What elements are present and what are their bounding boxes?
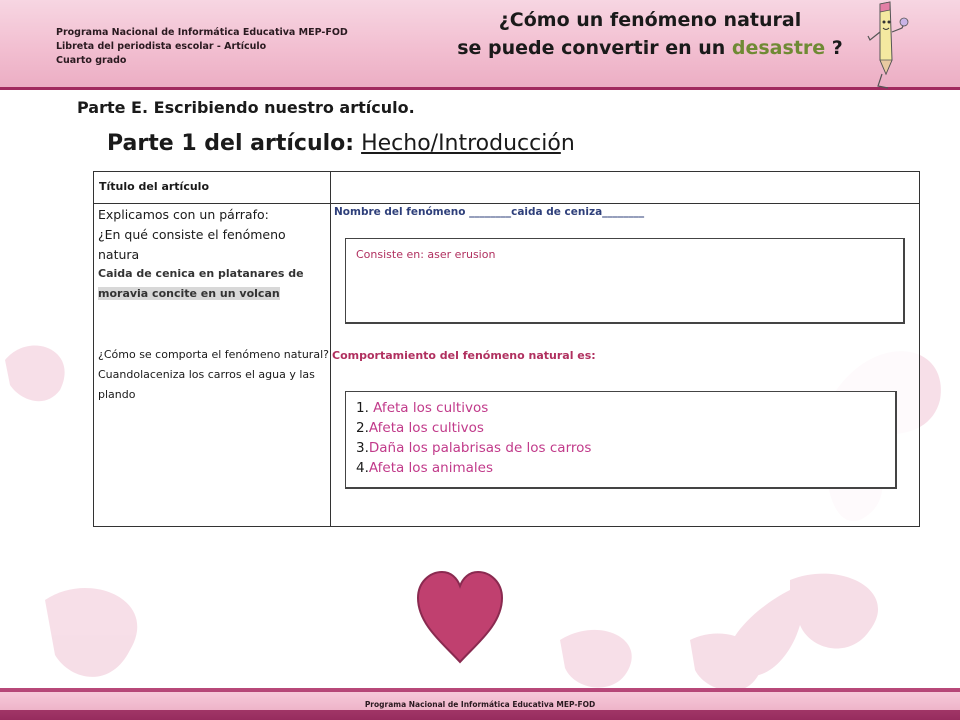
behavior-question-answer: ¿Cómo se comporta el fenómeno natural? Cuandolaceniza los carros el agua y las plando: [98, 348, 329, 401]
grade-label: Cuarto grado: [56, 55, 127, 66]
footer-text: Programa Nacional de Informática Educativa MEP-FOD: [364, 700, 596, 709]
list-item-number: 4.: [356, 460, 369, 476]
article-worksheet-table: [93, 171, 920, 527]
page-title: [420, 6, 880, 62]
title-line-2-end: ?: [825, 37, 843, 59]
title-line-2-start: se puede convertir en un: [457, 37, 732, 59]
subsection-heading: [107, 131, 575, 156]
list-item-number: 3.: [356, 440, 369, 456]
left-column: [98, 205, 328, 302]
list-item-text: Daña los palabrisas de los carros: [368, 440, 592, 456]
page-footer: [0, 688, 960, 720]
paragraph-prompt: Explicamos con un párrafo:: [98, 207, 269, 222]
list-item: [356, 418, 895, 438]
program-info: [56, 26, 348, 68]
subsection-topic: Hecho/Introducció: [361, 131, 561, 156]
column-divider: [330, 172, 331, 526]
list-item: [356, 398, 895, 418]
list-item: [356, 458, 895, 478]
behavior-label: Comportamiento del fenómeno natural es:: [332, 349, 596, 362]
behavior-list-box: [345, 391, 897, 489]
footer-band: [0, 692, 960, 710]
pencil-character-icon: [862, 0, 912, 92]
list-item: [356, 438, 895, 458]
article-title-label: Título del artículo: [99, 180, 210, 193]
consists-of-text: Consiste en: aser erusion: [356, 248, 496, 261]
phenomenon-answer-line-2: moravia concite en un volcan: [98, 287, 280, 300]
page-header: [0, 0, 960, 90]
consists-of-box: [345, 238, 905, 324]
title-line-1: ¿Cómo un fenómeno natural: [498, 9, 802, 31]
behavior-list: [356, 398, 895, 478]
list-item-text: Afeta los cultivos: [368, 420, 484, 436]
list-item-number: 1.: [356, 400, 369, 416]
subsection-label: Parte 1 del artículo:: [107, 131, 355, 156]
title-line-2: [420, 34, 880, 62]
list-item-number: 2.: [356, 420, 369, 436]
section-heading: Parte E. Escribiendo nuestro artículo.: [77, 98, 415, 117]
phenomenon-question: ¿En qué consiste el fenómeno natura: [98, 227, 286, 262]
title-row: [94, 172, 919, 204]
heart-icon: [415, 570, 505, 665]
list-item-text: Afeta los animales: [368, 460, 493, 476]
notebook-name: Libreta del periodista escolar - Artículo: [56, 41, 267, 52]
phenomenon-answer-line-1: Caida de cenica en platanares de: [98, 267, 304, 280]
list-item-text: Afeta los cultivos: [368, 400, 489, 416]
subsection-topic-tail: n: [560, 131, 575, 156]
title-accent-word: desastre: [731, 37, 826, 59]
phenomenon-name-field: Nombre del fenómeno ________caida de ceniza________: [334, 206, 645, 218]
program-name: Programa Nacional de Informática Educativa MEP-FOD: [56, 27, 348, 38]
